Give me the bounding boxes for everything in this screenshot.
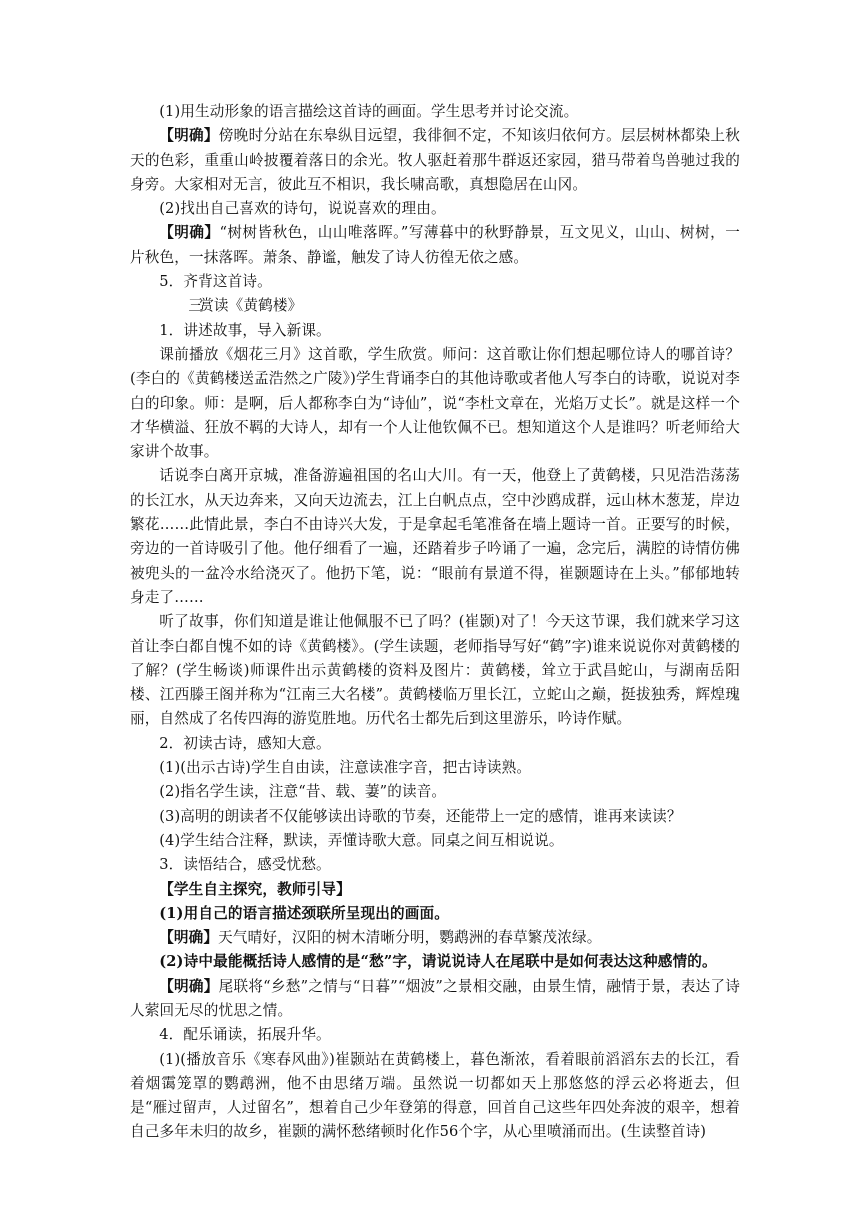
paragraph: 【明确】傍晚时分站在东皋纵目远望，我徘徊不定，不知该归依何方。层层树林都染上秋天的色彩，重重山岭披覆着落日的余光。牧人驱赶着那牛群返还家园，猎马带着鸟兽驰过我的身旁。大家相对无言，彼此互不相识，我长啸高歌，真想隐居在山冈。 [130, 127, 740, 193]
paragraph: 听了故事，你们知道是谁让他佩服不已了吗？(崔颢)对了！今天这节课，我们就来学习这首让李白都自愧不如的诗《黄鹤楼》。(学生读题，老师指导写好“鹤”字)谁来说说你对黄鹤楼的了解？(学生畅谈)师课件出示黄鹤楼的资料及图片：黄鹤楼，耸立于武昌蛇山，与湖南岳阳楼、江西滕王阁并称为“江南三大名楼”。黄鹤楼临万里长江，立蛇山之巅，挺拔独秀，辉煌瑰丽，自然成了名传四海的游览胜地。历代名士都先后到这里游乐，吟诗作赋。 [130, 613, 740, 728]
paragraph-bold: 【学生自主探究，教师引导】 [159, 880, 351, 898]
paragraph: 5．齐背这首诗。 [159, 273, 272, 291]
paragraph: (4)学生结合注释，默读，弄懂诗歌大意。同桌之间互相说说。 [159, 831, 564, 849]
section-title: 赏读《黄鹤楼》 [199, 297, 303, 315]
paragraph: 【明确】“树树皆秋色，山山唯落晖。”写薄暮中的秋野静景，互文见义，山山、树树，一片秋色，一抹落晖。萧条、静谧，触发了诗人彷徨无依之感。 [130, 224, 740, 266]
paragraph: (1)用生动形象的语言描绘这首诗的画面。学生思考并讨论交流。 [159, 103, 579, 120]
paragraph: 1．讲述故事，导入新课。 [159, 321, 331, 339]
paragraph-bold: (2)诗中最能概括诗人感情的是“愁”字，请说说诗人在尾联中是如何表达这种感情的。 [159, 953, 717, 971]
paragraph: (3)高明的朗读者不仅能够读出诗歌的节奏，还能带上一定的感情，谁再来读读？ [159, 807, 682, 825]
paragraph: (2)指名学生读，注意“昔、载、萋”的读音。 [159, 783, 447, 801]
paragraph: 2．初读古诗，感知大意。 [159, 734, 331, 752]
paragraph: 4．配乐诵读，拓展升华。 [159, 1026, 331, 1044]
section-heading [130, 294, 740, 318]
paragraph: 【明确】尾联将“乡愁”之情与“日暮”“烟波”之景相交融，由景生情，融情于景，表达了诗人萦回无尽的忧思之情。 [130, 977, 741, 1019]
paragraph: 课前播放《烟花三月》这首歌，学生欣赏。师问：这首歌让你们想起哪位诗人的哪首诗？(李白的《黄鹤楼送孟浩然之广陵》)学生背诵李白的其他诗歌或者他人写李白的诗歌，说说对李白的印象。师：是啊，后人都称李白为“诗仙”，说“李杜文章在，光焰万丈长”。就是这样一个才华横溢、狂放不羁的大诗人，却有一个人让他钦佩不已。想知道这个人是谁吗？听老师给大家讲个故事。 [130, 345, 740, 461]
paragraph: (1)(出示古诗)学生自由读，注意读准字音，把古诗读熟。 [159, 759, 532, 777]
paragraph-bold: (1)用自己的语言描述颈联所呈现出的画面。 [159, 904, 449, 922]
paragraph: (1)(播放音乐《寒春风曲》)崔颢站在黄鹤楼上，暮色渐浓，看着眼前滔滔东去的长江，看着烟霭笼罩的鹦鹉洲，他不由思绪万端。虽然说一切都如天上那悠悠的浮云必将逝去，但是“雁过留声，人过留名”，想着自己少年登第的得意，回首自己这些年四处奔波的艰辛，想着自己多年未归的故乡，崔颢的满怀愁绪顿时化作56个字，从心里喷涌而出。(生读整首诗) [130, 1050, 740, 1141]
paragraph: 3．读悟结合，感受忧愁。 [159, 856, 331, 874]
section-number: 三 [188, 297, 204, 315]
paragraph: 【明确】天气晴好，汉阳的树木清晰分明，鹦鹉洲的春草繁茂浓绿。 [159, 929, 602, 947]
paragraph: 话说李白离开京城，准备游遍祖国的名山大川。有一天，他登上了黄鹤楼，只见浩浩荡荡的长江水，从天边奔来，又向天边流去，江上白帆点点，空中沙鸥成群，远山林木葱茏，岸边繁花……此情此景，李白不由诗兴大发，于是拿起毛笔准备在墙上题诗一首。正要写的时候，旁边的一首诗吸引了他。他仔细看了一遍，还踏着步子吟诵了一遍，念完后，满腔的诗情仿佛被兜头的一盆冷水给浇灭了。他扔下笔，说：“眼前有景道不得，崔颢题诗在上头。”郁郁地转身走了…… [130, 467, 740, 606]
paragraph: (2)找出自己喜欢的诗句，说说喜欢的理由。 [159, 200, 446, 218]
